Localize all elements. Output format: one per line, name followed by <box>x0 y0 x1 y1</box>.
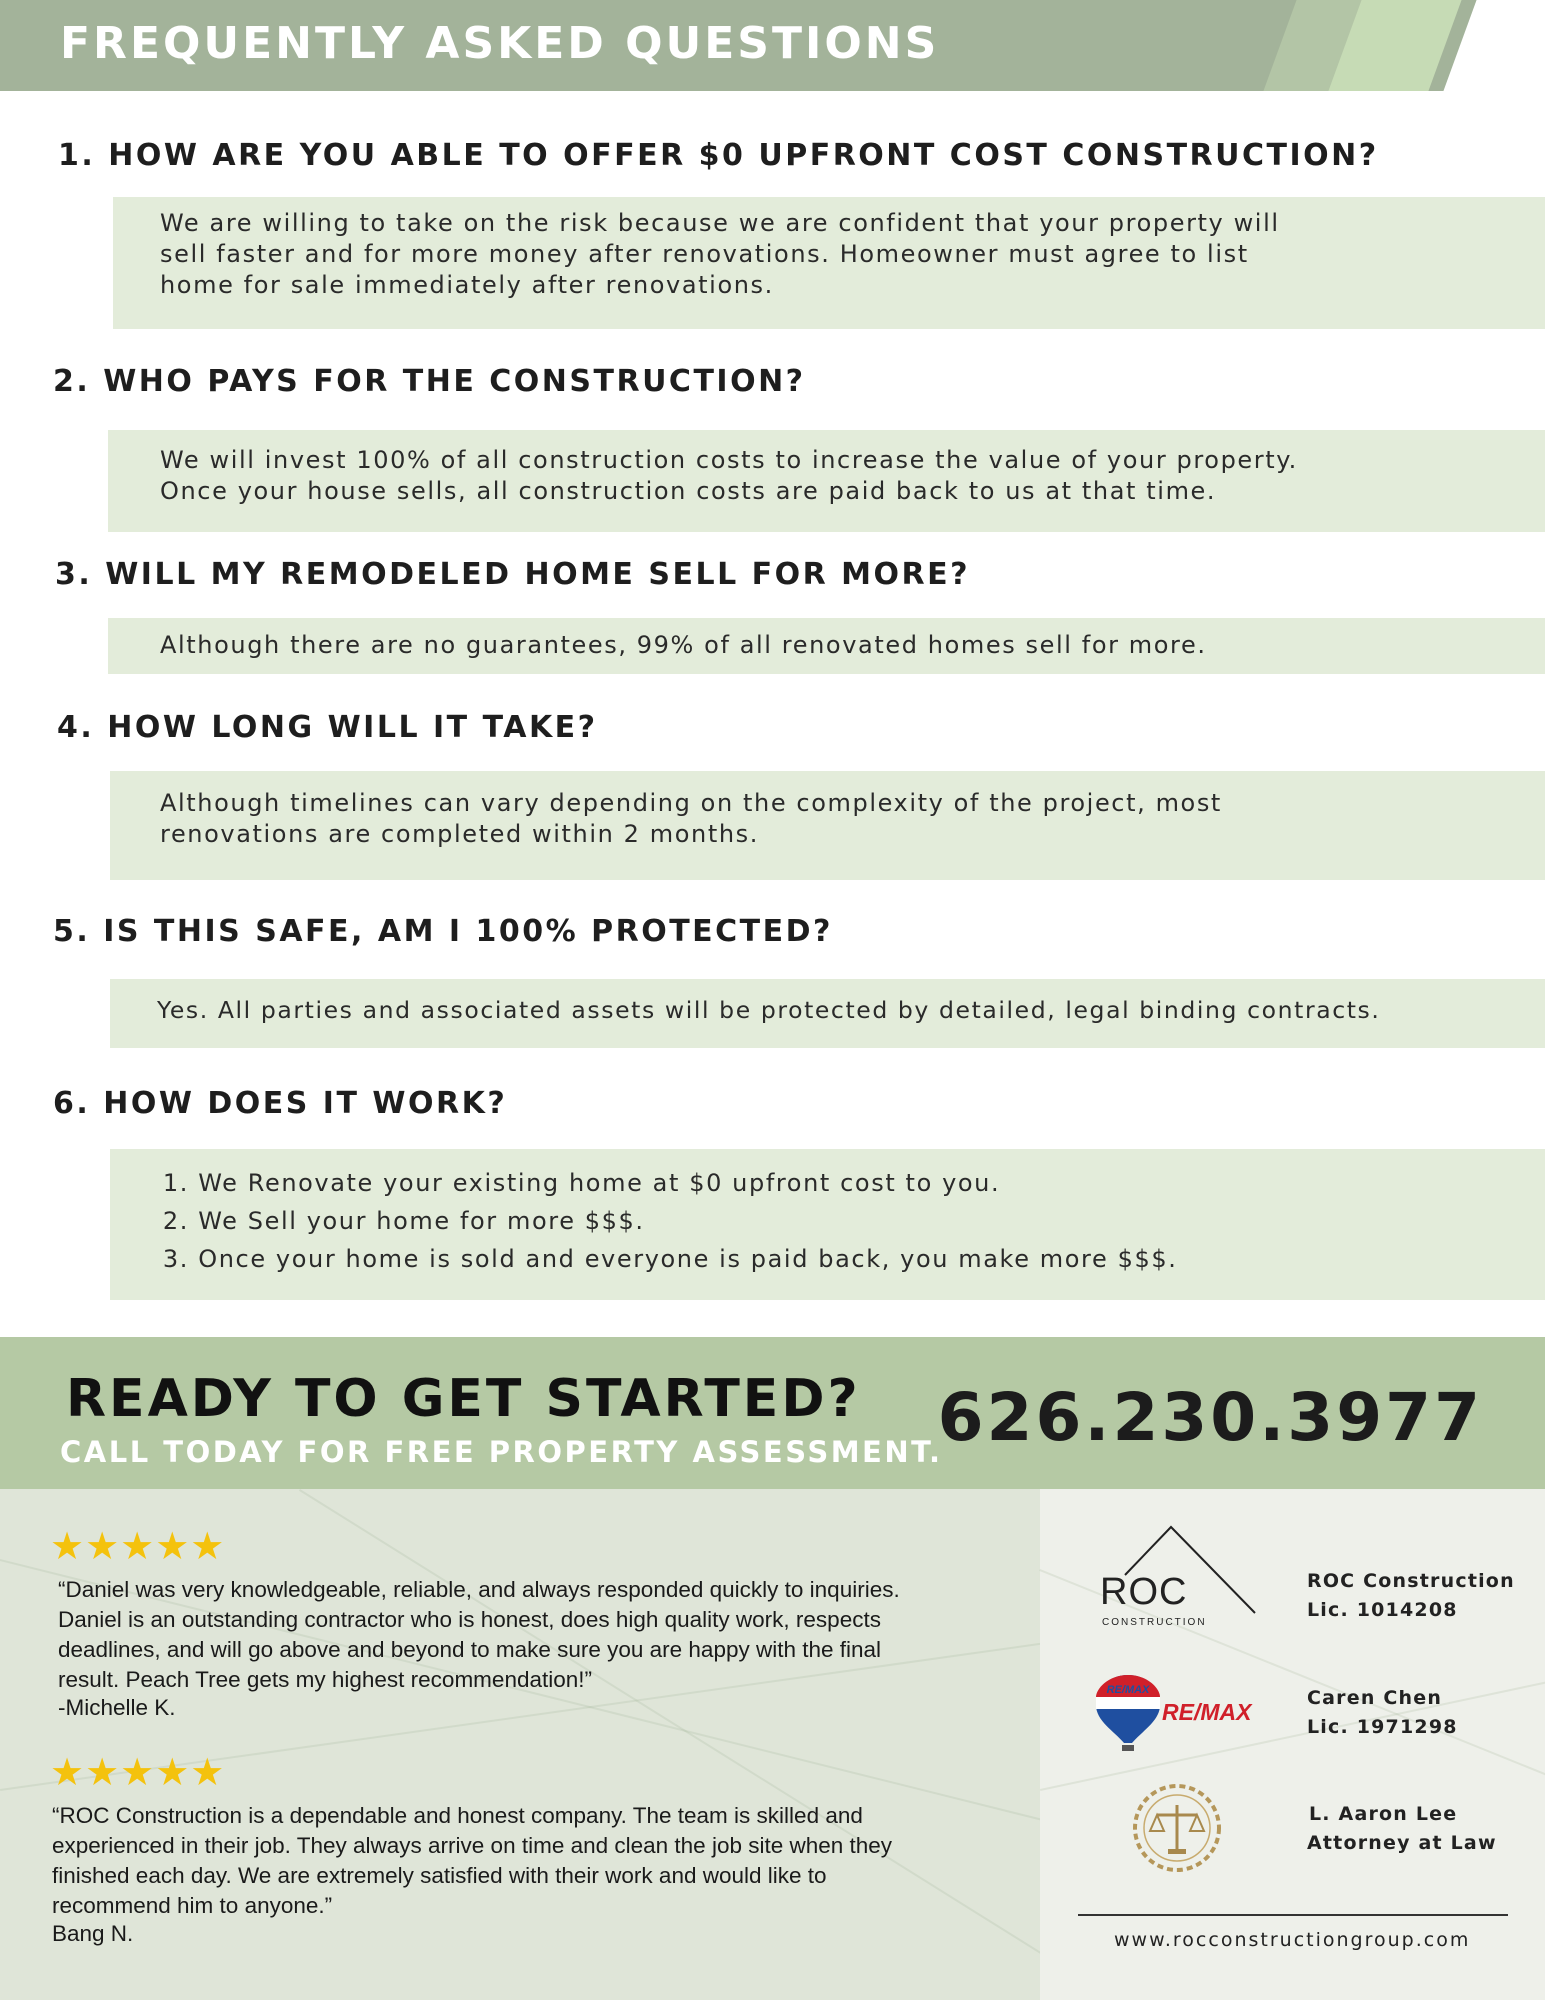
faq-question-4: 4. HOW LONG WILL IT TAKE? <box>57 710 598 745</box>
faq-question-6: 6. HOW DOES IT WORK? <box>53 1086 508 1121</box>
step-item: 2. We Sell your home for more $$$. <box>162 1207 645 1235</box>
review-2-line-4: recommend him to anyone.” <box>52 1893 333 1918</box>
cta-subtitle: CALL TODAY FOR FREE PROPERTY ASSESSMENT. <box>60 1435 943 1469</box>
roc-logo-subtext: CONSTRUCTION <box>1102 1617 1207 1628</box>
review-1-author: -Michelle K. <box>58 1695 176 1720</box>
header-cutout <box>1443 0 1545 91</box>
review-2-line-2: experienced in their job. They always arrive on time and clean the job site when they <box>52 1833 893 1858</box>
cta-banner <box>0 1337 1545 1489</box>
faq-question-2: 2. WHO PAYS FOR THE CONSTRUCTION? <box>53 364 806 399</box>
faq-answer-4-line-1: Although timelines can vary depending on the complexity of the project, most <box>160 789 1222 817</box>
roc-logo-text: ROC <box>1100 1571 1188 1613</box>
review-1-line-2: Daniel is an outstanding contractor who is honest, does high quality work, respects <box>58 1607 881 1632</box>
partner-license-roc: Lic. 1014208 <box>1307 1599 1458 1621</box>
faq-question-5: 5. IS THIS SAFE, AM I 100% PROTECTED? <box>53 914 833 949</box>
review-1-line-3: deadlines, and will go above and beyond to make sure you are happy with the final <box>58 1637 882 1662</box>
remax-balloon-icon <box>1094 1673 1162 1753</box>
step-item: 1. We Renovate your existing home at $0 upfront cost to you. <box>162 1169 1001 1197</box>
review-2-line-3: finished each day. We are extremely satisfied with their work and would like to <box>52 1863 827 1888</box>
partner-name-roc: ROC Construction <box>1307 1570 1515 1592</box>
phone-number[interactable]: 626.230.3977 <box>937 1379 1483 1456</box>
faq-answer-2-line-2: Once your house sells, all construction costs are paid back to us at that time. <box>160 477 1217 505</box>
faq-question-3: 3. WILL MY REMODELED HOME SELL FOR MORE? <box>55 557 971 592</box>
cta-title: READY TO GET STARTED? <box>66 1369 861 1429</box>
review-1-line-4: result. Peach Tree gets my highest recommendation!” <box>58 1667 593 1692</box>
review-1-line-1: “Daniel was very knowledgeable, reliable, and always responded quickly to inquiries. <box>58 1577 900 1602</box>
faq-answer-3-line-1: Although there are no guarantees, 99% of all renovated homes sell for more. <box>160 631 1207 659</box>
partner-title-attorney: Attorney at Law <box>1307 1832 1497 1854</box>
partner-license-remax: Lic. 1971298 <box>1307 1716 1458 1738</box>
partner-name-remax: Caren Chen <box>1307 1687 1443 1709</box>
faq-answer-1-line-2: sell faster and for more money after renovations. Homeowner must agree to list <box>160 240 1249 268</box>
partner-name-attorney: L. Aaron Lee <box>1309 1803 1458 1825</box>
faq-question-1: 1. HOW ARE YOU ABLE TO OFFER $0 UPFRONT COST CONSTRUCTION? <box>58 138 1379 173</box>
header-banner <box>0 0 1545 91</box>
faq-answer-5-line-1: Yes. All parties and associated assets will be protected by detailed, legal binding contracts. <box>157 996 1381 1024</box>
faq-answer-1-line-3: home for sale immediately after renovations. <box>160 271 774 299</box>
faq-answer-2-line-1: We will invest 100% of all construction costs to increase the value of your property. <box>160 446 1298 474</box>
step-item: 3. Once your home is sold and everyone is paid back, you make more $$$. <box>162 1245 1178 1273</box>
review-2-line-1: “ROC Construction is a dependable and honest company. The team is skilled and <box>52 1803 863 1828</box>
how-it-works-steps <box>160 1164 1177 1278</box>
footer-divider <box>1078 1914 1508 1916</box>
website-link[interactable]: www.rocconstructiongroup.com <box>1114 1929 1471 1951</box>
remax-balloon-text: RE/MAX <box>1106 1684 1150 1696</box>
five-star-rating: ★★★★★ <box>50 1750 226 1794</box>
page-title: FREQUENTLY ASKED QUESTIONS <box>60 18 940 69</box>
five-star-rating: ★★★★★ <box>50 1524 226 1568</box>
faq-answer-4-line-2: renovations are completed within 2 months. <box>160 820 759 848</box>
faq-answer-1-line-1: We are willing to take on the risk because we are confident that your property will <box>160 209 1280 237</box>
background-texture <box>299 1489 1063 1968</box>
remax-logo-text: RE/MAX <box>1162 1699 1252 1725</box>
scales-of-justice-icon <box>1130 1781 1224 1875</box>
testimonials-section <box>0 1489 1545 2000</box>
review-2-author: Bang N. <box>52 1921 134 1946</box>
